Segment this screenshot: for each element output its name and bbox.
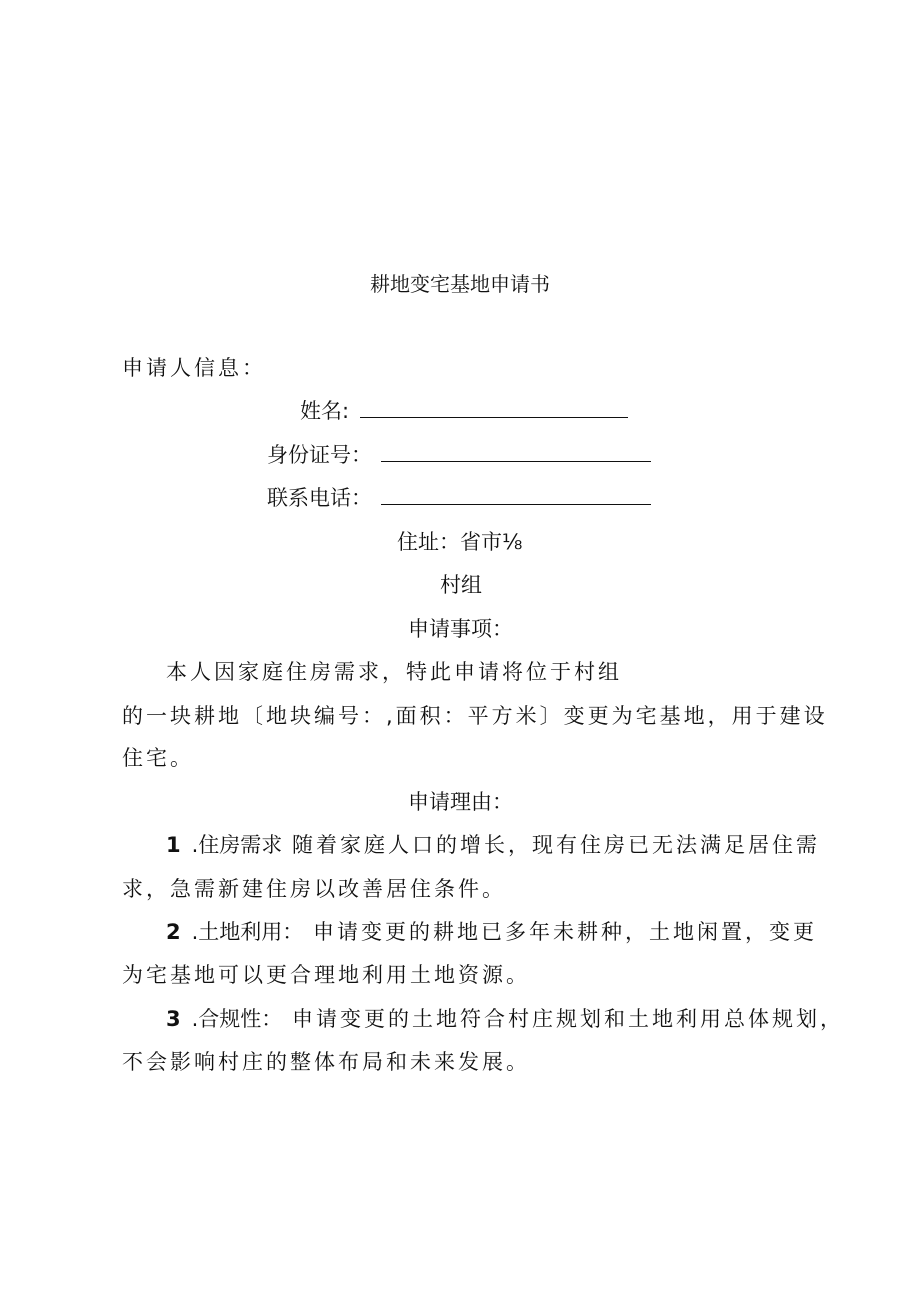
applicant-info-label: 申请人信息： (122, 356, 266, 380)
reason-text-continued: 为宅基地可以更合理地利用土地资源。 (122, 963, 530, 987)
matters-body-line-1: 本人因家庭住房需求，特此申请将位于村组 (166, 660, 622, 684)
reason-label: .住房需求 (191, 833, 283, 857)
name-field-row (300, 399, 628, 423)
matters-body-line-3: 住宅。 (122, 746, 194, 770)
reason-text: 申请变更的耕地已多年未耕种，土地闲置，变更 (313, 920, 817, 944)
reason-text: 随着家庭人口的增长，现有住房已无法满足居住需 (292, 833, 820, 857)
reason-text-continued: 不会影响村庄的整体布局和未来发展。 (122, 1050, 530, 1074)
phone-blank-line (381, 486, 651, 505)
phone-field-row (267, 486, 651, 510)
name-blank-line (360, 399, 628, 418)
page-title: 耕地变宅基地申请书 (370, 272, 550, 296)
reasons-heading: 申请理由： (408, 790, 513, 814)
id-field-row (267, 443, 651, 467)
reason-label: .合规性： (191, 1007, 283, 1031)
reason-number: 2 (166, 920, 184, 944)
reason-text: 申请变更的土地符合村庄规划和土地利用总体规划， (292, 1007, 844, 1031)
id-number-blank-line (381, 443, 651, 462)
name-label: 姓名: (300, 399, 350, 423)
reason-number: 1 (166, 833, 184, 857)
reason-label: .土地利用： (191, 920, 304, 944)
phone-label: 联系电话： (267, 486, 372, 510)
village-label: 村组 (440, 573, 482, 597)
reason-item (166, 920, 817, 944)
reason-item (166, 833, 820, 857)
id-number-label: 身份证号： (267, 443, 372, 467)
reason-item (166, 1007, 844, 1031)
reason-number: 3 (166, 1007, 184, 1031)
address-label: 住址：省市⅛ (397, 530, 523, 554)
matters-body-line-2: 的一块耕地〔地块编号：,面积：平方米〕变更为宅基地，用于建设 (122, 704, 828, 728)
reason-text-continued: 求，急需新建住房以改善居住条件。 (122, 877, 506, 901)
matters-heading: 申请事项： (408, 617, 513, 641)
